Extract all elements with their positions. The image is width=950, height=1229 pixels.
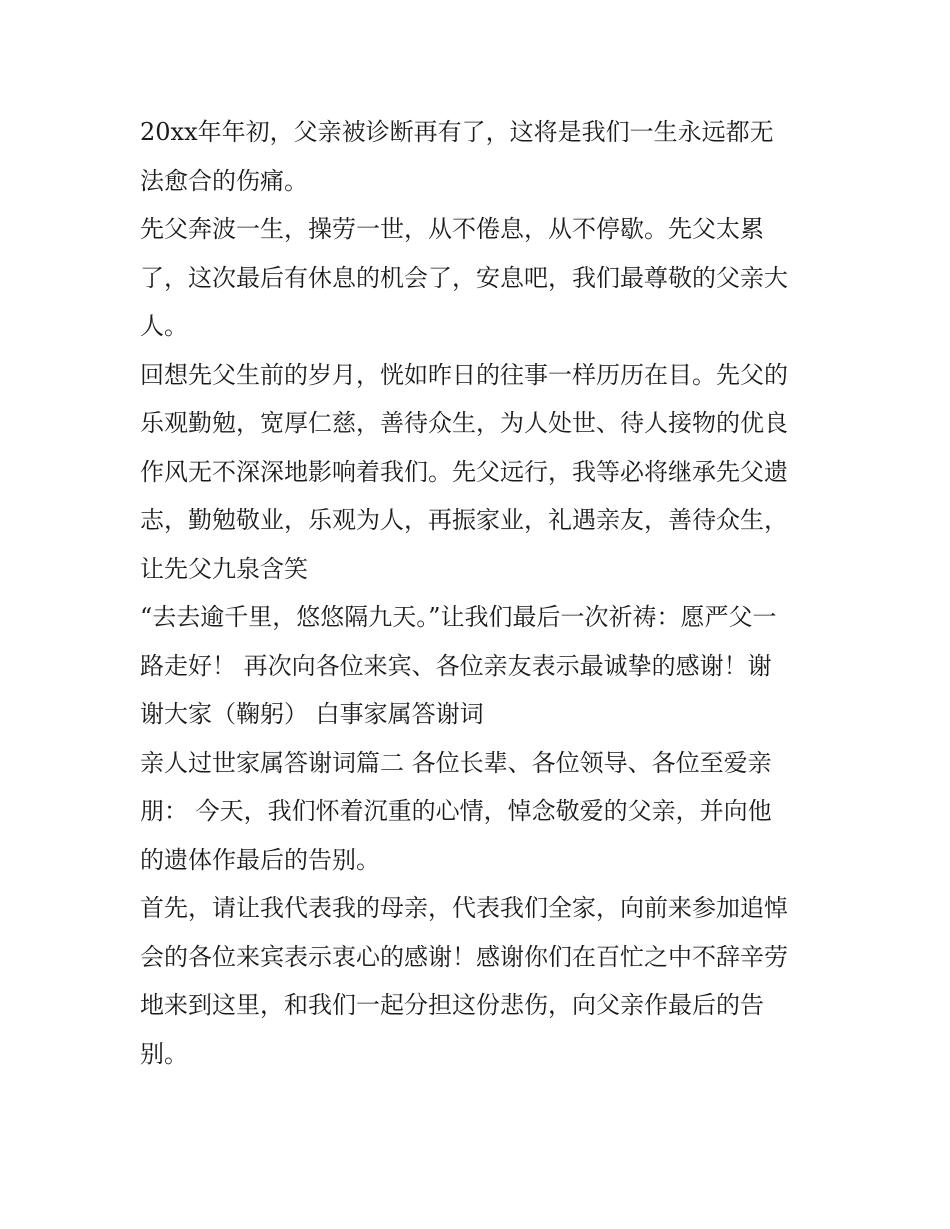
paragraph-diagnosis: 20xx年年初，父亲被诊断再有了，这将是我们一生永远都无 法愈合的伤痛。 bbox=[140, 118, 774, 195]
paragraph-remembrance: 回想先父生前的岁月，恍如昨日的往事一样历历在目。先父的 乐观勤勉，宽厚仁慈，善待众生，为人处世、待人接物的优良 作风无不深深地影响着我们。先父远行，我等必将继承先父遗 志，勤勉敬业，乐观为人，再振家业，礼遇亲友，善待众生， 让先父九泉含笑 bbox=[140, 360, 788, 583]
paragraph-gratitude: 首先，请让我代表我的母亲，代表我们全家，向前来参加追悼 会的各位来宾表示衷心的感谢！感谢你们在百忙之中不辞辛劳 地来到这里，和我们一起分担这份悲伤，向父亲作最后的告 别。 bbox=[140, 894, 788, 1068]
paragraph-life-of-toil: 先父奔波一生，操劳一世，从不倦息，从不停歇。先父太累 了，这次最后有休息的机会了，安息吧，我们最尊敬的父亲大 人。 bbox=[140, 215, 788, 340]
paragraph-farewell-thanks: “去去逾千里，悠悠隔九天。”让我们最后一次祈祷：愿严父一 路走好！ 再次向各位来宾、各位亲友表示最诚挚的感谢！谢 谢大家（鞠躬） 白事家属答谢词 bbox=[140, 603, 777, 728]
paragraph-speech-two-opening: 亲人过世家属答谢词篇二 各位长辈、各位领导、各位至爱亲 朋： 今天，我们怀着沉重的心情，悼念敬爱的父亲，并向他 的遗体作最后的告别。 bbox=[140, 748, 772, 874]
document-body bbox=[140, 108, 820, 1078]
